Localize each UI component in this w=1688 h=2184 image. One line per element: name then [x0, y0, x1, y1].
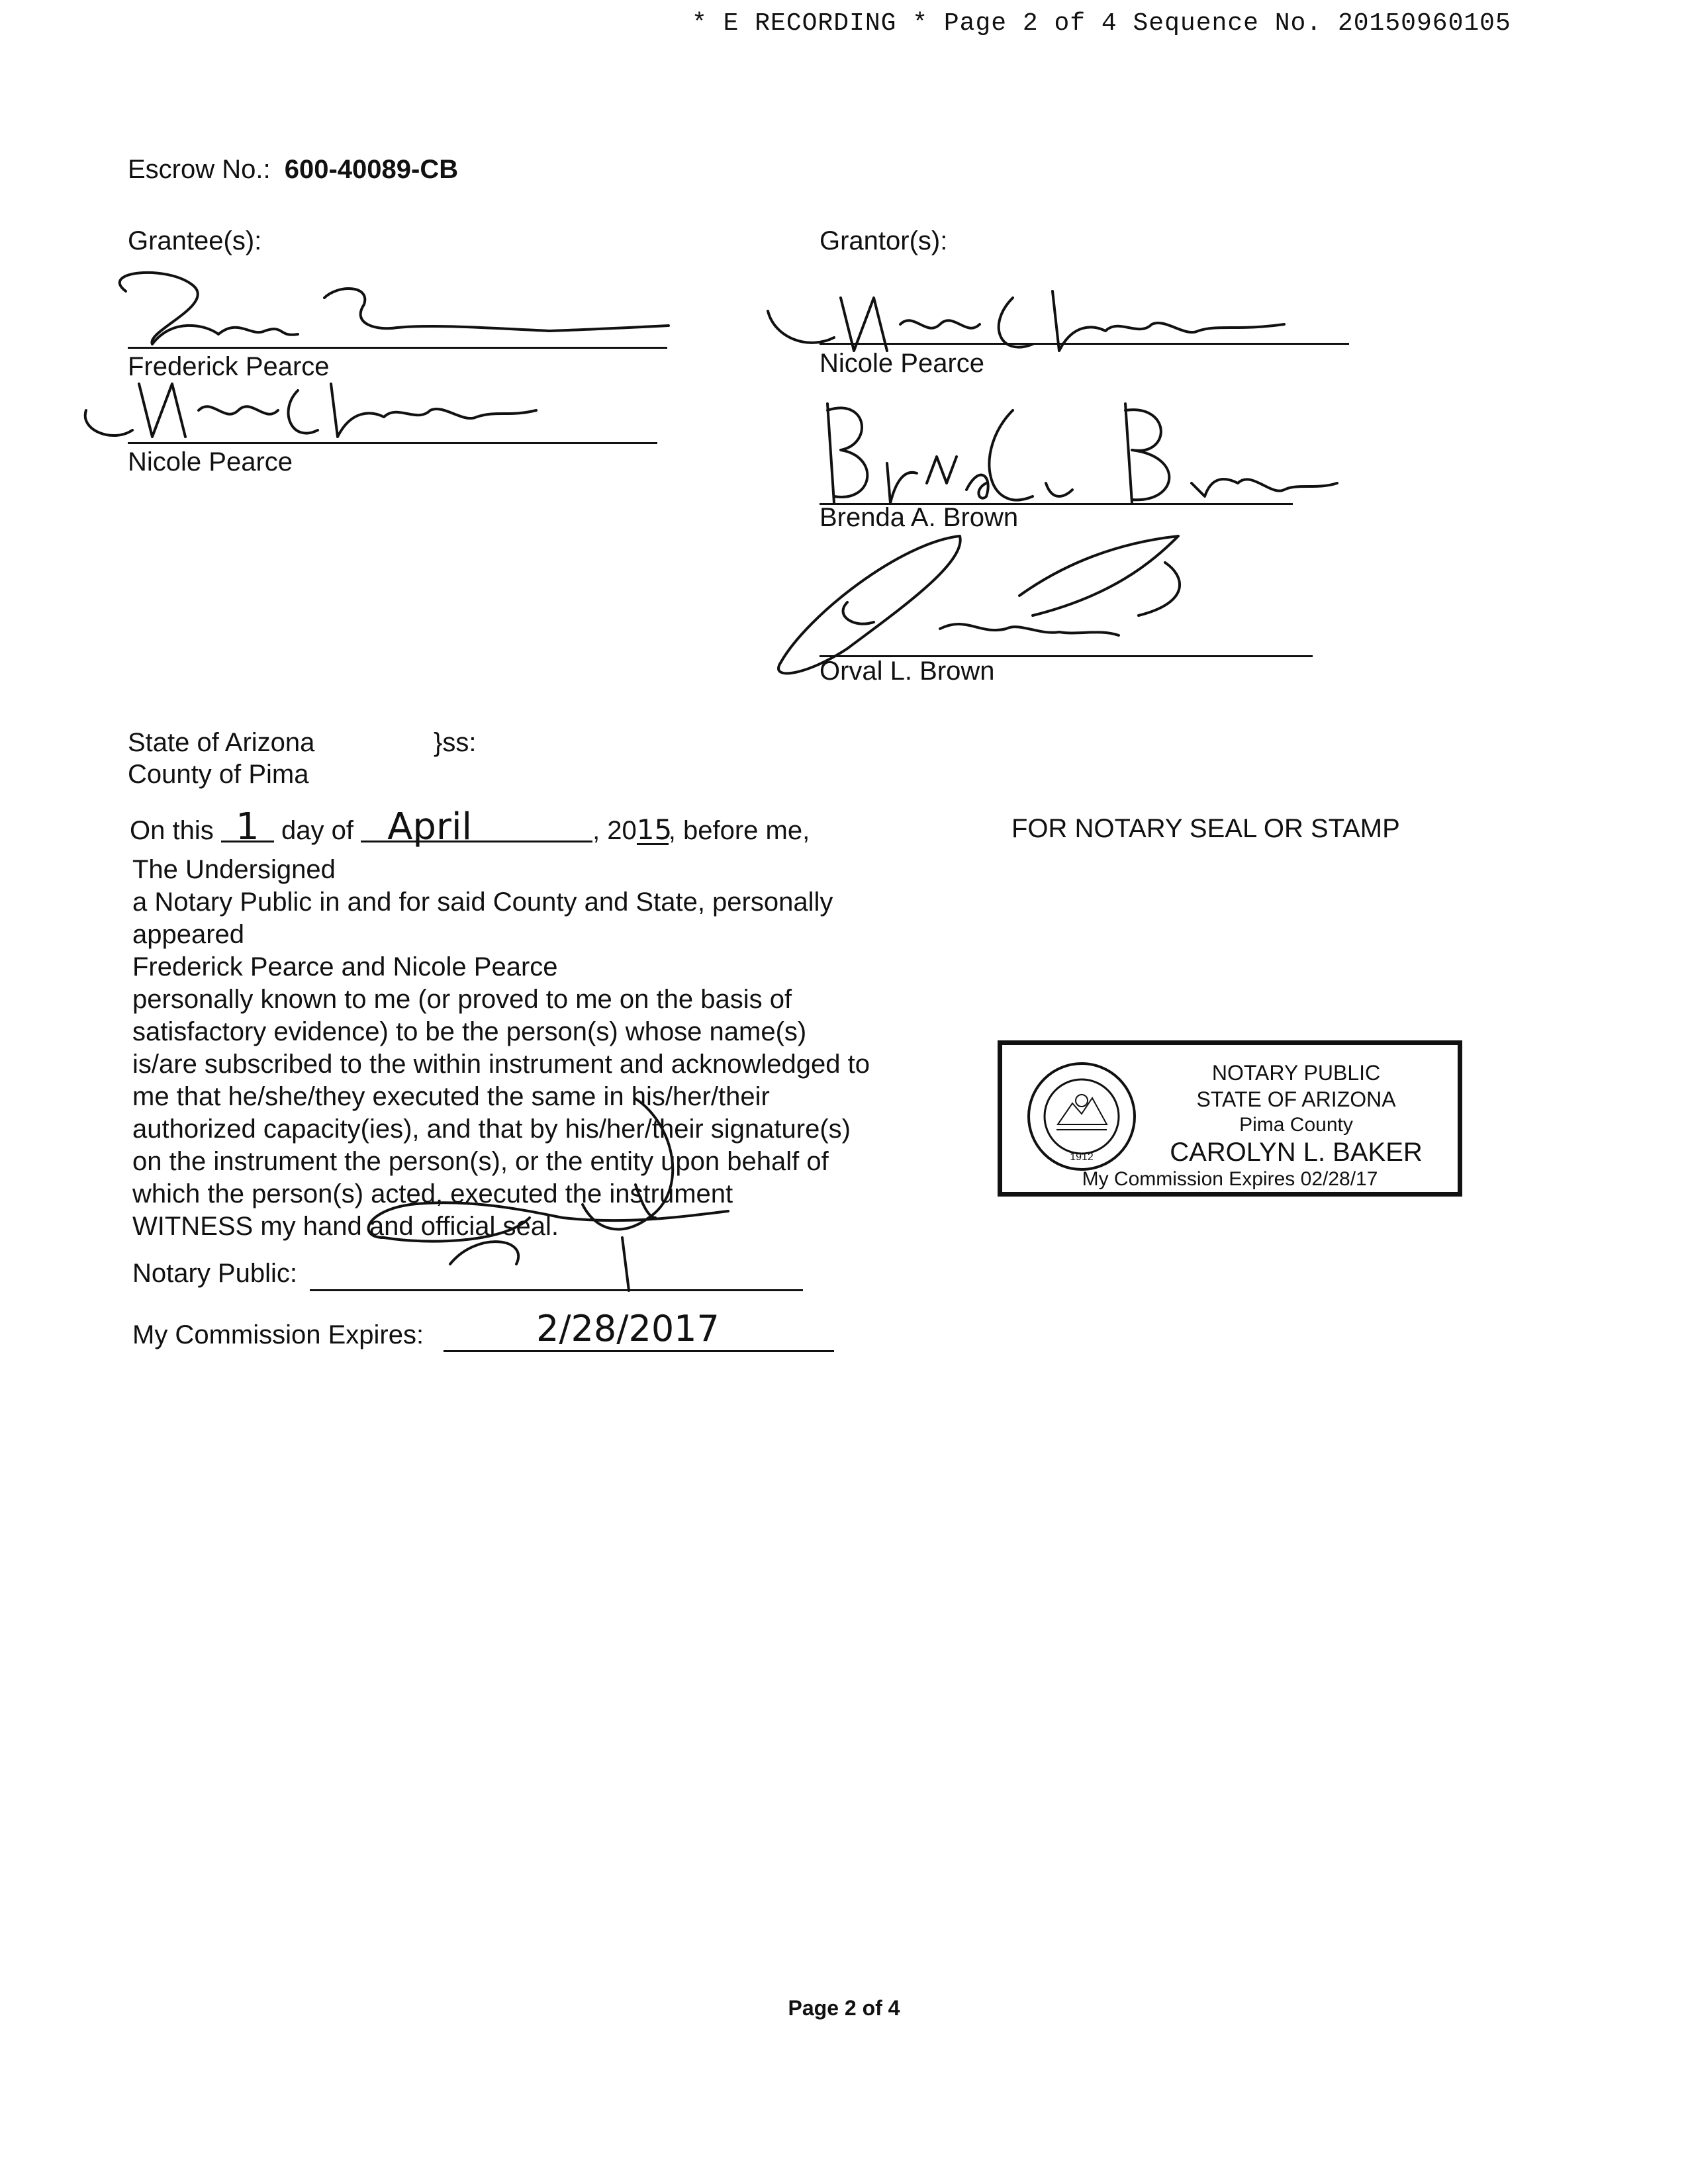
venue-state: State of Arizona [128, 728, 315, 757]
notary-public-label: Notary Public: [132, 1259, 297, 1288]
acknowledgment-date-line [130, 805, 810, 848]
escrow-line [128, 154, 458, 185]
before-me-text: , before me, [668, 816, 810, 845]
year-value: 15 [636, 813, 673, 846]
day-value: 1 [221, 814, 274, 842]
ack-line: The Undersigned [132, 855, 336, 884]
notary-seal-heading: FOR NOTARY SEAL OR STAMP [1011, 814, 1400, 843]
venue-ss: }ss: [434, 728, 477, 757]
year-prefix: , 20 [592, 816, 637, 845]
day-of-text: day of [281, 816, 353, 845]
ack-line: a Notary Public in and for said County and State, personally [132, 887, 833, 917]
venue-county: County of Pima [128, 760, 309, 789]
ack-line: is/are subscribed to the within instrument and acknowledged to [132, 1050, 870, 1079]
grantors-label: Grantor(s): [820, 226, 948, 255]
commission-value: 2/28/2017 [536, 1308, 720, 1349]
stamp-line-3: Pima County [1239, 1114, 1353, 1136]
ack-line: personally known to me (or proved to me on the basis of [132, 985, 792, 1014]
grantee-signature-line-1 [128, 347, 667, 349]
grantee-signature-line-2 [128, 442, 657, 444]
commission-label: My Commission Expires: [132, 1320, 424, 1349]
seal-year: 1912 [1070, 1152, 1094, 1163]
escrow-number: 600-40089-CB [284, 155, 459, 184]
grantee-name-1: Frederick Pearce [128, 352, 330, 381]
notary-signature [252, 1085, 768, 1297]
brenda-brown-signature [814, 390, 1344, 516]
page-footer: Page 2 of 4 [788, 1996, 900, 2020]
recording-header: * E RECORDING * Page 2 of 4 Sequence No. 20150960105 [692, 9, 1511, 38]
notary-signature-line [310, 1289, 803, 1291]
frederick-pearce-signature [86, 265, 682, 364]
stamp-line-1: NOTARY PUBLIC [1211, 1061, 1381, 1085]
ack-line: authorized capacity(ies), and that by his/her/their signature(s) [132, 1115, 851, 1144]
grantee-name-2: Nicole Pearce [128, 447, 293, 477]
ack-line: on the instrument the person(s), or the entity upon behalf of [132, 1147, 829, 1176]
ack-line: which the person(s) acted, executed the instrument [132, 1179, 733, 1208]
on-this-text: On this [130, 816, 214, 845]
stamp-line-2: STATE OF ARIZONA [1196, 1087, 1396, 1111]
grantor-name-3: Orval L. Brown [820, 657, 995, 686]
month-value: April [361, 814, 592, 842]
nicole-pearce-grantee-signature [73, 371, 549, 450]
ack-line: me that he/she/they executed the same in his/her/their [132, 1082, 770, 1111]
notary-stamp [998, 1040, 1462, 1197]
grantor-signature-line-1 [820, 343, 1349, 345]
ack-line: WITNESS my hand and official seal. [132, 1212, 559, 1241]
ack-line: satisfactory evidence) to be the person(s) whose name(s) [132, 1017, 807, 1046]
escrow-label: Escrow No.: [128, 155, 271, 184]
ack-line: appeared [132, 920, 245, 949]
stamp-expires: My Commission Expires 02/28/17 [1082, 1168, 1378, 1190]
commission-line [444, 1350, 834, 1352]
stamp-notary-name: CAROLYN L. BAKER [1170, 1138, 1423, 1167]
grantor-name-2: Brenda A. Brown [820, 503, 1019, 532]
grantees-label: Grantee(s): [128, 226, 262, 255]
ack-line: Frederick Pearce and Nicole Pearce [132, 952, 558, 981]
grantor-name-1: Nicole Pearce [820, 349, 985, 378]
stamp-text [1014, 1054, 1446, 1190]
